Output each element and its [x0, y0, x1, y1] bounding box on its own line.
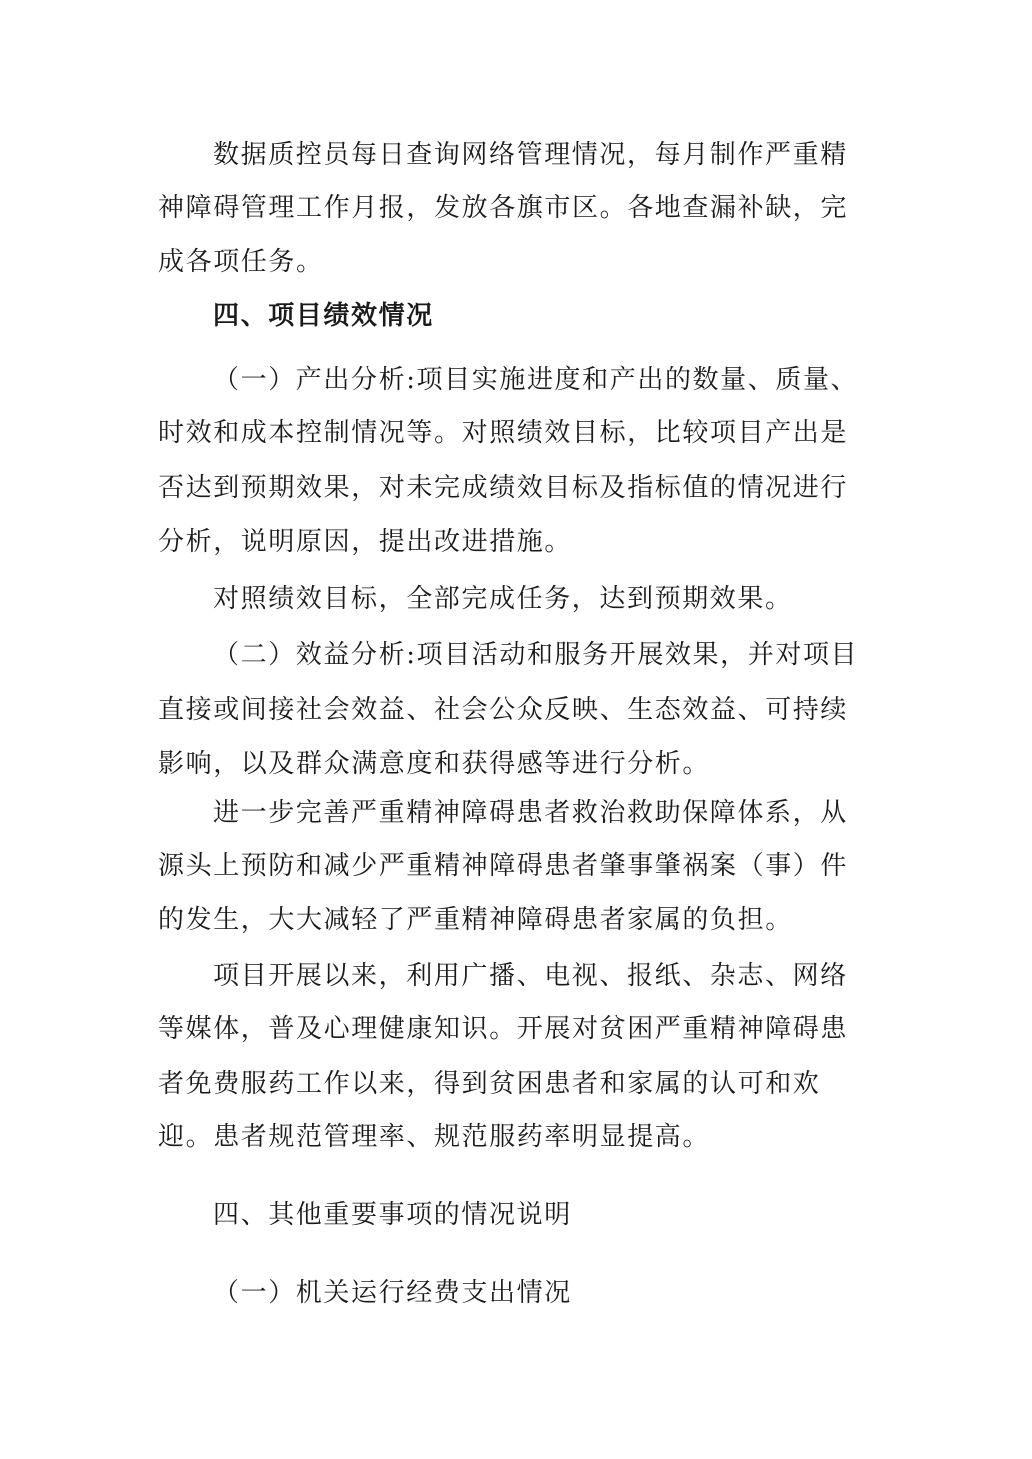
- text-line: 直接或间接社会效益、社会公众反映、生态效益、可持续: [158, 695, 849, 725]
- text-line: 对照绩效目标，全部完成任务，达到预期效果。: [213, 584, 793, 614]
- text-line: 迎。患者规范管理率、规范服药率明显提高。: [158, 1122, 711, 1152]
- text-line: 进一步完善严重精神障碍患者救治救助保障体系，从: [213, 798, 848, 828]
- text-line: 等媒体，普及心理健康知识。开展对贫困严重精神障碍患: [158, 1014, 849, 1044]
- text-line: 四、其他重要事项的情况说明: [213, 1200, 572, 1230]
- text-line: 分析，说明原因，提出改进措施。: [158, 527, 573, 557]
- text-line: 影响，以及群众满意度和获得感等进行分析。: [158, 749, 711, 779]
- text-line: 源头上预防和减少严重精神障碍患者肇事肇祸案（事）件: [158, 851, 849, 881]
- text-line: 的发生，大大减轻了严重精神障碍患者家属的负担。: [158, 905, 793, 935]
- text-line: （二）效益分析:项目活动和服务开展效果，并对项目: [213, 640, 859, 670]
- text-line: 成各项任务。: [158, 247, 324, 277]
- text-line: 否达到预期效果，对未完成绩效目标及指标值的情况进行: [158, 473, 849, 503]
- text-line: 数据质控员每日查询网络管理情况，每月制作严重精: [213, 140, 848, 170]
- text-line: 神障碍管理工作月报，发放各旗市区。各地查漏补缺，完: [158, 193, 849, 223]
- text-line: （一）产出分析:项目实施进度和产出的数量、质量、: [213, 365, 859, 395]
- section-heading: 四、项目绩效情况: [213, 301, 434, 331]
- text-line: 项目开展以来，利用广播、电视、报纸、杂志、网络: [213, 961, 848, 991]
- text-line: 时效和成本控制情况等。对照绩效目标，比较项目产出是: [158, 418, 849, 448]
- text-line: （一）机关运行经费支出情况: [213, 1278, 572, 1308]
- text-line: 者免费服药工作以来，得到贫困患者和家属的认可和欢: [158, 1069, 821, 1099]
